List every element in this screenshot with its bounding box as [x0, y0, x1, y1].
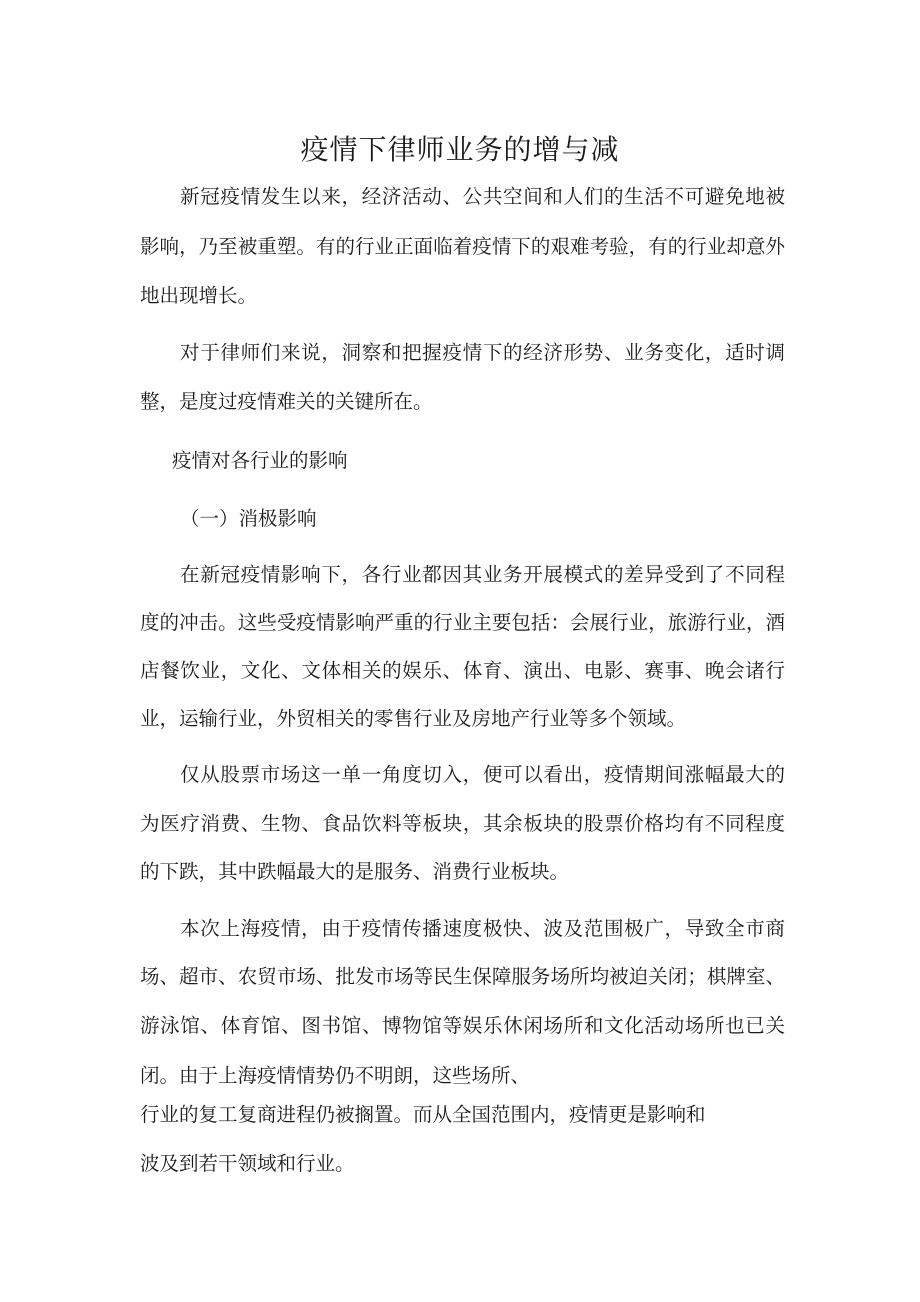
paragraph-3-line-3: 店餐饮业，文化、文体相关的娱乐、体育、演出、电影、赛事、晚会诸行	[140, 659, 785, 682]
paragraph-5-line-4: 闭。由于上海疫情情势仍不明朗，这些场所、	[140, 1064, 531, 1087]
subsection-heading: （一）消极影响	[180, 507, 317, 530]
paragraph-5-line-5: 行业的复工复商进程仍被搁置。而从全国范围内，疫情更是影响和	[140, 1103, 706, 1126]
paragraph-3-line-2: 度的冲击。这些受疫情影响严重的行业主要包括：会展行业，旅游行业，酒	[140, 611, 785, 634]
paragraph-1-line-2: 影响，乃至被重塑。有的行业正面临着疫情下的艰难考验，有的行业却意外	[140, 235, 785, 258]
section-heading: 疫情对各行业的影响	[172, 449, 348, 472]
paragraph-5-line-2: 场、超市、农贸市场、批发市场等民生保障服务场所均被迫关闭；棋牌室、	[140, 965, 785, 988]
paragraph-3-line-1: 在新冠疫情影响下，各行业都因其业务开展模式的差异受到了不同程	[180, 563, 785, 586]
document-title: 疫情下律师业务的增与减	[300, 133, 620, 166]
paragraph-4-line-1: 仅从股票市场这一单一角度切入，便可以看出，疫情期间涨幅最大的	[180, 763, 785, 786]
paragraph-3-line-4: 业，运输行业，外贸相关的零售行业及房地产行业等多个领域。	[140, 707, 687, 730]
paragraph-1-line-3: 地出现增长。	[140, 284, 258, 307]
paragraph-5-line-6: 波及到若干领域和行业。	[140, 1152, 355, 1175]
paragraph-5-line-1: 本次上海疫情，由于疫情传播速度极快、波及范围极广，导致全市商	[180, 917, 785, 940]
paragraph-5-line-3: 游泳馆、体育馆、图书馆、博物馆等娱乐休闲场所和文化活动场所也已关	[140, 1014, 785, 1037]
paragraph-2-line-2: 整，是度过疫情难关的关键所在。	[140, 390, 433, 413]
paragraph-4-line-2: 为医疗消费、生物、食品饮料等板块，其余板块的股票价格均有不同程度	[140, 812, 785, 835]
paragraph-2-line-1: 对于律师们来说，洞察和把握疫情下的经济形势、业务变化，适时调	[180, 341, 785, 364]
paragraph-4-line-3: 的下跌，其中跌幅最大的是服务、消费行业板块。	[140, 860, 570, 883]
paragraph-1-line-1: 新冠疫情发生以来，经济活动、公共空间和人们的生活不可避免地被	[180, 185, 785, 208]
